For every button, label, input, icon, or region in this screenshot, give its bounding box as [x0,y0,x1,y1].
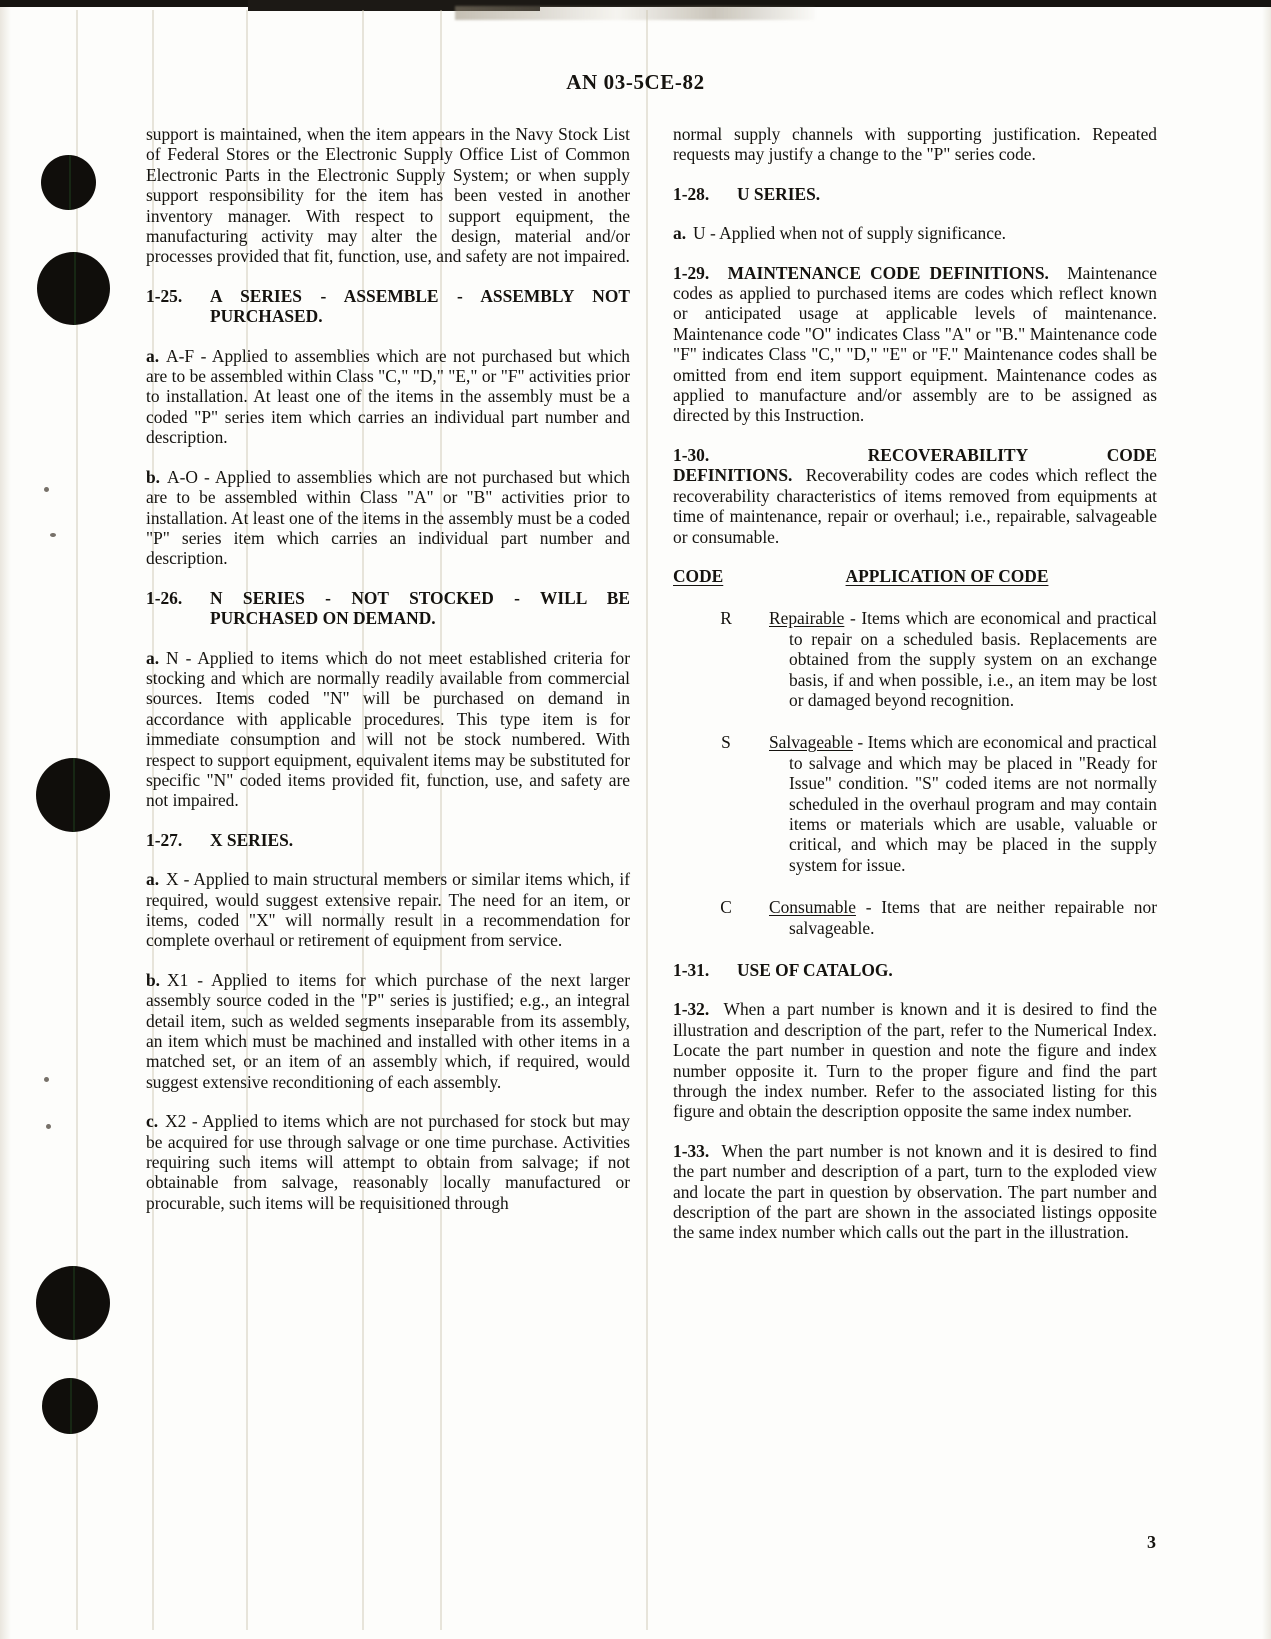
table-row [673,732,1157,875]
section-1-29-maintenance-code-definitions [673,263,1157,426]
scan-speck [50,533,56,537]
subitem-label: a. [146,647,160,668]
section-title: N SERIES - NOT STOCKED - WILL BE PURCHASED ON DEMAND. [210,587,630,629]
subitem-label: c. [146,1111,159,1132]
subitem-1-27-b [146,970,630,1092]
section-title: X SERIES. [210,829,294,850]
section-heading-1-25 [146,286,630,327]
table-row [673,897,1157,938]
subitem-text: X1 - Applied to items for which purchase of the next larger assembly source coded in the "P" series is justified; e.g., an integral detail item, such as welded segments inseparable from its assembly, an item which must be machined and installed with other items in a matched set, or an item of an assembly which, if required, would suggest extensive reconditioning of each assembly. [146,969,630,1092]
code-description: - Items which are economical and practical to repair on a scheduled basis. Replacements are obtained from the supply system on an exchange basis, if and when possible, i.e., an item may be lost or damaged beyond recognition. [789,608,1157,710]
code-description: - Items which are economical and practical to salvage and which may be placed in "Ready for Issue" condition. "S" coded items are not normally scheduled in the overhaul program and may contain items or materials which are usable, valuable or critical, and which may be placed in the supply system for issue. [789,732,1157,875]
subitem-label: a. [673,223,687,244]
code-definition [769,608,1157,710]
subitem-1-27-a [146,869,630,951]
subitem-label: b. [146,466,161,487]
code-table-header-row [673,566,1157,586]
running-head-document-number: AN 03-5CE-82 [566,70,705,94]
code-application-table [673,566,1157,938]
scan-speck [46,1124,51,1129]
code-description: - Items that are neither repairable nor salvageable. [789,897,1157,938]
section-number: 1-31. [673,960,710,980]
section-heading: MAINTENANCE CODE DEFINITIONS. [727,262,1049,283]
section-number: 1-30. [673,444,710,465]
section-number: 1-27. [146,829,183,850]
table-row [673,608,1157,710]
subitem-1-26-a [146,648,630,811]
punch-hole [36,758,110,832]
paragraph-text: When the part number is not known and it is desired to find the part number and description of a part, turn to the exploded view and locate the part in question by observation. The part number and description of the part are shown in the associated listings opposite the same index number which calls out the part in the illustration. [673,1140,1157,1243]
column-header-application-of-code: APPLICATION OF CODE [845,565,1049,586]
punch-hole [42,1378,98,1434]
section-heading: RECOVERABILITY CODE DEFINITIONS. [673,444,1157,486]
punch-hole [36,1266,110,1340]
continuation-paragraph: support is maintained, when the item appears in the Navy Stock List of Federal Stores or the Electronic Supply Office List of Common Electronic Parts in the Electronic Supply System; or when supply support responsibility for the item has been vested in another inventory manager. With respect to support equipment, the manufacturing activity may alter the design, material and/or processes provided that fit, function, use, and safety are not impaired. [146,124,630,267]
subitem-1-25-a [146,346,630,448]
section-title: U SERIES. [737,183,821,204]
section-number: 1-25. [146,285,183,306]
section-1-30-recoverability-code-definitions [673,445,1157,547]
subitem-text: A-O - Applied to assemblies which are not purchased but which are to be assembled within Class "A" or "B" activities prior to installation. At least one of the items in the assembly must be a coded "P" series item which carries an individual part number and description. [146,466,630,569]
subitem-text: N - Applied to items which do not meet established criteria for stocking and which are normally readily available from commercial sources. Items coded "N" will be purchased on demand in accordance with applicable procedures. This type item is for immediate consumption and will not be stock numbered. With respect to support equipment, equivalent items may be substituted for specific "N" coded items provided fit, function, use, and safety are not impaired. [146,647,630,811]
section-heading-1-27 [146,830,630,850]
subitem-label: b. [146,969,161,990]
code-letter: C [720,897,732,918]
section-body: Maintenance codes as applied to purchased items are codes which reflect known or anticipated usage at applicable levels of maintenance. Maintenance code "O" indicates Class "A" or "B." Maintenance code "F" indicates Class "C," "D," "E" or "F." Maintenance codes shall be omitted from end item support equipment. Maintenance codes as applied to manufacture and/or assembly are to be assigned as directed by this Instruction. [673,262,1157,426]
code-definition [769,897,1157,938]
subitem-1-28-a [673,223,1157,243]
section-heading-1-26 [146,588,630,629]
continuation-paragraph: normal supply channels with supporting justification. Repeated requests may justify a change to the "P" series code. [673,124,1157,165]
punch-hole [41,155,96,210]
scan-speck [44,487,49,492]
column-header-code: CODE [673,565,724,586]
code-term: Repairable [769,608,845,629]
subitem-text: A-F - Applied to assemblies which are not purchased but which are to be assembled within Class "C," "D," "E," or "F" activities prior to installation. At least one of the items in the assembly must be a coded "P" series item which carries an individual part number and description. [146,345,630,448]
section-number: 1-28. [673,183,710,204]
code-term: Salvageable [769,732,854,753]
paragraph-1-32 [673,999,1157,1121]
section-body: Recoverability codes are codes which reflect the recoverability characteristics of items removed from equipments at time of maintenance, repair or overhaul; i.e., repairable, salvageable or consumable. [673,465,1157,547]
left-column [146,124,630,1262]
paragraph-text: When a part number is known and it is desired to find the illustration and description of the part, refer to the Numerical Index. Locate the part number in question and note the figure and index number opposite it. Turn to the proper figure and find the part through the index number. Refer to the associated listing for this figure and obtain the description opposite the same index number. [673,999,1157,1122]
code-term: Consumable [769,897,856,918]
subitem-label: a. [146,869,160,890]
code-definition [769,732,1157,875]
section-number: 1-26. [146,587,183,608]
paragraph-number: 1-33. [673,1140,710,1161]
right-column [673,124,1157,1262]
paragraph-number: 1-32. [673,999,710,1020]
section-title: A SERIES - ASSEMBLE - ASSEMBLY NOT PURCHASED. [210,285,630,327]
subitem-1-25-b [146,467,630,569]
section-title: USE OF CATALOG. [737,960,893,980]
paragraph-1-33 [673,1141,1157,1243]
subitem-text: U - Applied when not of supply significance. [693,223,1007,244]
punch-hole [37,252,110,325]
scan-edge-shadow-right [1262,7,1271,1639]
section-heading-1-31 [673,960,1157,980]
scan-edge-shadow-left [0,7,11,1639]
code-letter: R [720,608,732,629]
scan-smudge-artifact [455,6,815,20]
subitem-text: X2 - Applied to items which are not purchased for stock but may be acquired for use through salvage or one time purchase. Activities requiring such items will attempt to obtain from salvage; if not obtainable from salvage, reasonably locally manufactured or procurable, such items will be requisitioned through [146,1111,630,1213]
code-letter: S [721,732,731,753]
subitem-label: a. [146,345,160,366]
section-heading-1-28 [673,184,1157,204]
subitem-text: X - Applied to main structural members or similar items which, if required, would suggest extensive repair. The need for an item, or items, coded "X" will normally result in a recommendation for complete overhaul or retirement of equipment from service. [146,869,630,951]
subitem-1-27-c [146,1111,630,1213]
section-number: 1-29. [673,262,710,283]
scan-speck [44,1077,49,1082]
page-number: 3 [1147,1532,1156,1552]
two-column-body [146,124,1158,1262]
